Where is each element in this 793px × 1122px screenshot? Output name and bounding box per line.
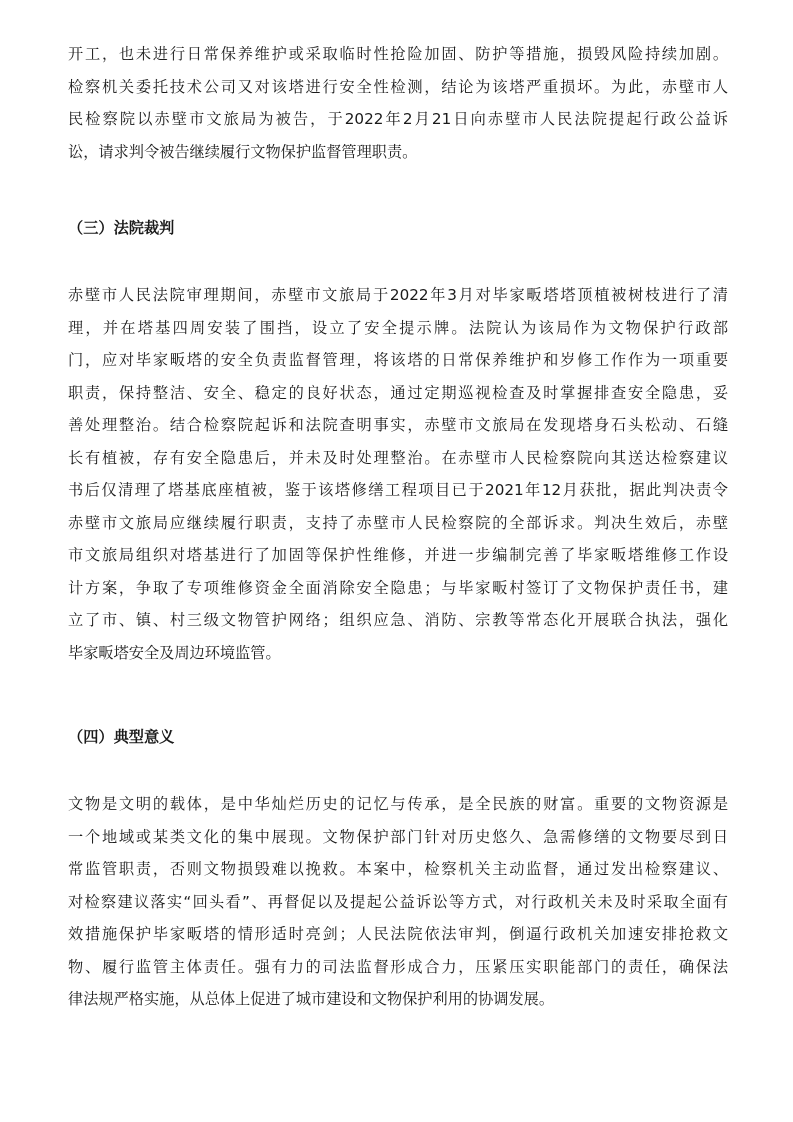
text-line: 效措施保护毕家畈塔的情形适时亮剑；人民法院依法审判，倒逼行政机关加速安排抢救文 [68,925,728,943]
section-heading-court-ruling: （三）法院裁判 [68,219,175,237]
text-line: 物、履行监管主体责任。强有力的司法监督形成合力，压紧压实职能部门的责任，确保法 [68,957,728,976]
text-line: 民检察院以赤壁市文旅局为被告，于2022年2月21日向赤壁市人民法院提起行政公益诉 [68,110,728,128]
text-line: 律法规严格实施，从总体上促进了城市建设和文物保护利用的协调发展。 [68,990,554,1008]
paragraph-typical-significance [68,788,728,1016]
text-line: 赤壁市文旅局应继续履行职责，支持了赤壁市人民检察院的全部诉求。判决生效后，赤壁 [68,513,728,532]
text-line: 讼，请求判令被告继续履行文物保护监督管理职责。 [68,142,418,161]
text-line: 对检察建议落实“回头看”、再督促以及提起公益诉讼等方式，对行政机关未及时采取全面有 [68,892,728,911]
text-line: 门，应对毕家畈塔的安全负责监督管理，将该塔的日常保养维护和岁修工作作为一项重要 [68,351,728,369]
text-line: 赤壁市人民法院审理期间，赤壁市文旅局于2022年3月对毕家畈塔塔顶植被树枝进行了清 [68,286,728,304]
text-line: 开工，也未进行日常保养维护或采取临时性抢险加固、防护等措施，损毁风险持续加剧。 [68,45,728,63]
text-line: 立了市、镇、村三级文物管护网络；组织应急、消防、宗教等常态化开展联合执法，强化 [68,611,728,629]
text-line: 市文旅局组织对塔基进行了加固等保护性维修，并进一步编制完善了毕家畈塔维修工作设 [68,546,728,564]
text-line: 检察机关委托技术公司又对该塔进行安全性检测，结论为该塔严重损坏。为此，赤壁市人 [68,77,728,96]
text-line: 常监管职责，否则文物损毁难以挽救。本案中，检察机关主动监督，通过发出检察建议、 [68,860,728,878]
text-line: 文物是文明的载体，是中华灿烂历史的记忆与传承，是全民族的财富。重要的文物资源是 [68,795,728,813]
text-line: 长有植被，存有安全隐患后，并未及时处理整治。在赤壁市人民检察院向其送达检察建议 [68,448,728,467]
paragraph-case-background-end [68,38,728,168]
paragraph-court-ruling [68,279,728,669]
text-line: 职责，保持整洁、安全、稳定的良好状态，通过定期巡视检查及时掌握排查安全隐患，妥 [68,383,728,402]
text-line: 一个地域或某类文化的集中展现。文物保护部门针对历史悠久、急需修缮的文物要尽到日 [68,827,728,846]
text-line: 理，并在塔基四周安装了围挡，设立了安全提示牌。法院认为该局作为文物保护行政部 [68,318,728,337]
text-line: 善处理整治。结合检察院起诉和法院查明事实，赤壁市文旅局在发现塔身石头松动、石缝 [68,416,728,434]
text-line: 计方案，争取了专项维修资金全面消除安全隐患；与毕家畈村签订了文物保护责任书，建 [68,578,728,597]
text-line: 毕家畈塔安全及周边环境监管。 [68,643,281,662]
section-heading-typical-significance: （四）典型意义 [68,728,175,746]
text-line: 书后仅清理了塔基底座植被，鉴于该塔修缮工程项目已于2021年12月获批，据此判决责令 [68,481,728,499]
